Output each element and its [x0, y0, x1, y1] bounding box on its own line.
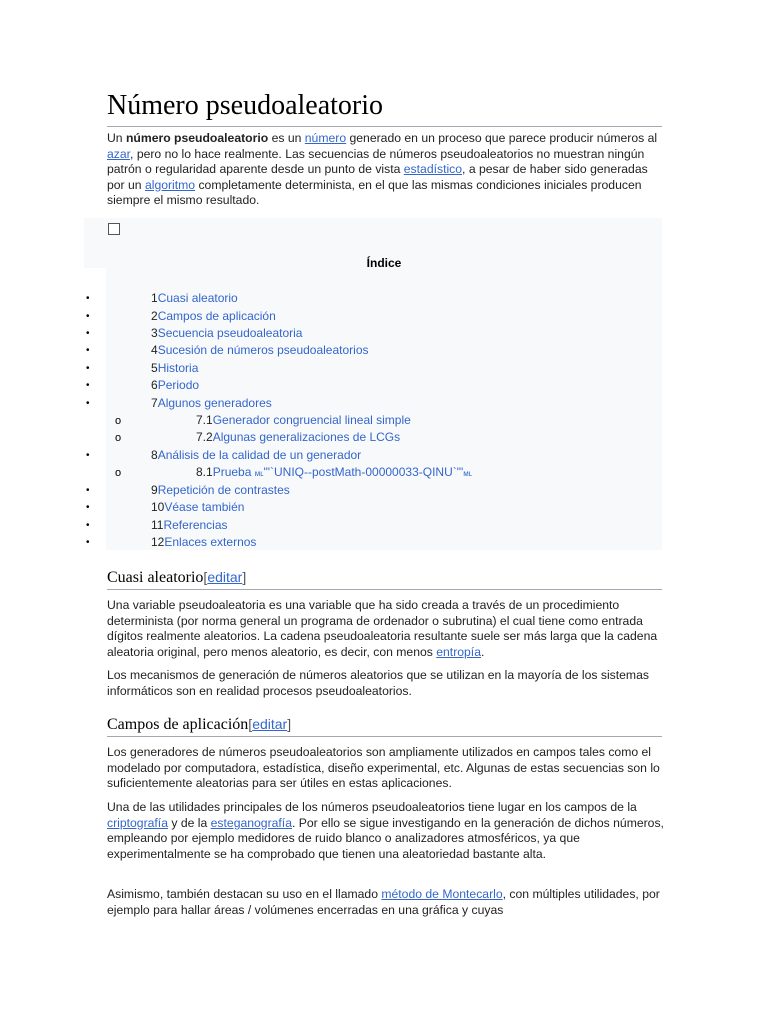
toc-number: 7.1	[196, 413, 213, 427]
paragraph	[107, 598, 667, 660]
section-heading-text: Cuasi aleatorio	[107, 569, 204, 586]
toc-link-8-1[interactable]	[196, 464, 472, 482]
toc-link-1[interactable]	[151, 290, 238, 307]
toc-number: 8	[151, 448, 158, 462]
toc-label[interactable]: Historia	[157, 361, 199, 375]
intro-text: Un	[107, 131, 126, 145]
edit-link[interactable]: editar	[252, 716, 288, 732]
toc-sub-marker: o	[115, 415, 122, 427]
edit-bracket: ]	[242, 569, 247, 585]
toc-number: 6	[151, 378, 158, 392]
toc-label[interactable]: Prueba	[212, 465, 255, 479]
toc-bullet: •	[86, 345, 90, 356]
edit-section-link	[248, 716, 291, 732]
toc-bullet: •	[86, 328, 90, 339]
paragraph	[107, 800, 667, 862]
toc-link-12[interactable]	[151, 534, 256, 551]
toc-number: 12	[151, 535, 165, 549]
paragraph-text: y de la	[167, 815, 211, 830]
toc-label[interactable]: Periodo	[157, 378, 200, 392]
toc-bullet: •	[86, 363, 90, 374]
math-placeholder-glyph: ᴍʟ	[463, 469, 473, 478]
toc-number: 9	[151, 483, 158, 497]
toc-link-9[interactable]	[151, 482, 290, 499]
paragraph-text: . Por ello se sigue investigando en la generación de dichos números, empleando por ejemplo medidores de ruido blanco o analizadores atmosféricos, ya que experimentalmente se ha comprobado que tienen una aleatoriedad bastante alta.	[107, 815, 664, 861]
toc-link-4[interactable]	[151, 342, 369, 359]
toc-link-3[interactable]	[151, 325, 302, 342]
intro-paragraph	[107, 131, 667, 209]
toc-label[interactable]: Cuasi aleatorio	[157, 291, 238, 305]
toc-link-7-2[interactable]	[196, 429, 400, 446]
toc-bullet: •	[86, 380, 90, 391]
toc-link-5[interactable]	[151, 360, 198, 377]
toc-link-2[interactable]	[151, 308, 276, 325]
toc-sub-marker: o	[115, 432, 122, 444]
toc-label[interactable]: Generador congruencial lineal simple	[212, 413, 411, 427]
toc-number: 8.1	[196, 465, 213, 479]
toc-label[interactable]: Campos de aplicación	[157, 309, 276, 323]
paragraph-text: , con múltiples utilidades, por ejemplo para hallar áreas / volúmenes encerradas en una gráfica y cuyas	[107, 887, 660, 917]
intro-text: , pero no lo hace realmente. Las secuencias de números pseudoaleatorios no muestran ningún patrón o regularidad aparente desde un punto de vista	[107, 146, 645, 176]
toc-title: Índice	[366, 256, 402, 270]
toc-link-8[interactable]	[151, 447, 361, 464]
toc-toggle-checkbox[interactable]	[108, 223, 120, 235]
math-placeholder-text: '"`UNIQ--postMath-00000033-QINU`"'	[263, 465, 464, 479]
toc-label[interactable]: Secuencia pseudoaleatoria	[157, 326, 303, 340]
toc-number: 10	[151, 500, 165, 514]
toc-number: 4	[151, 343, 158, 357]
toc-number: 11	[151, 518, 164, 532]
edit-bracket: [	[203, 569, 208, 585]
toc-link-10[interactable]	[151, 499, 244, 516]
toc-link-7-1[interactable]	[196, 412, 411, 429]
link-metodo-de-montecarlo[interactable]: método de Montecarlo	[381, 887, 503, 901]
toc-number: 5	[151, 361, 158, 375]
toc-label[interactable]: Análisis de la calidad de un generador	[157, 448, 362, 462]
intro-text: completamente determinista, en el que las mismas condiciones iniciales producen siempre el mismo resultado.	[107, 177, 642, 207]
toc-bullet: •	[86, 398, 90, 409]
toc-label[interactable]: Algunas generalizaciones de LCGs	[212, 430, 401, 444]
toc-label[interactable]: Enlaces externos	[164, 535, 257, 549]
toc-number: 3	[151, 326, 158, 340]
toc-link-11[interactable]	[151, 517, 228, 534]
toc-bullet: •	[86, 311, 90, 322]
paragraph: Los generadores de números pseudoaleatorios son ampliamente utilizados en campos tales como el modelado por computadora, estadística, diseño experimental, etc. Algunas de estas secuencias son lo suficientemente aleatorias para ser útiles en estas aplicaciones.	[107, 745, 660, 790]
paragraph-text: Una variable pseudoaleatoria es una variable que ha sido creada a través de un procedimiento determinista (por norma general un programa de ordenador o subrutina) el cual tiene como entrada dígitos realmente aleatorios. La cadena pseudoaleatoria resultante suele ser más larga que la cadena aleatoria original, pero menos aleatorio, es decir, con menos	[107, 598, 658, 659]
toc-bullet: •	[86, 450, 90, 461]
link-criptografia[interactable]: criptografía	[107, 815, 168, 830]
toc-link-7[interactable]	[151, 395, 272, 412]
link-entropia[interactable]: entropía	[436, 644, 481, 659]
paragraph: Los mecanismos de generación de números aleatorios que se utilizan en la mayoría de los sistemas informáticos son en realidad procesos pseudoaleatorios.	[107, 668, 649, 698]
toc-label[interactable]: Sucesión de números pseudoaleatorios	[157, 343, 369, 357]
link-esteganografia[interactable]: esteganografía	[210, 815, 292, 830]
link-algoritmo[interactable]: algoritmo	[144, 177, 196, 192]
intro-bold-term: número pseudoaleatorio	[125, 131, 269, 145]
edit-bracket: ]	[287, 716, 292, 732]
toc-number: 7.2	[196, 430, 213, 444]
toc-bullet: •	[86, 485, 90, 496]
toc-bullet: •	[86, 537, 90, 548]
paragraph-text: Una de las utilidades principales de los números pseudoaleatorios tiene lugar en los campos de la	[107, 800, 637, 814]
math-placeholder-glyph: ᴍʟ	[254, 469, 264, 478]
toc-label[interactable]: Referencias	[163, 518, 228, 532]
link-azar[interactable]: azar	[107, 146, 131, 161]
section-heading-text: Campos de aplicación	[107, 716, 249, 733]
link-numero[interactable]: número	[304, 131, 347, 145]
toc-bullet: •	[86, 502, 90, 513]
toc-bullet: •	[86, 520, 90, 531]
toc-link-6[interactable]	[151, 377, 199, 394]
section-heading-campos-de-aplicacion	[107, 714, 662, 737]
edit-link[interactable]: editar	[207, 569, 243, 585]
intro-text: , a pesar de haber sido generadas por un	[107, 162, 648, 192]
edit-bracket: [	[248, 716, 253, 732]
edit-section-link	[203, 569, 246, 585]
toc-label[interactable]: Repetición de contrastes	[157, 483, 290, 497]
paragraph-text: .	[480, 644, 485, 659]
toc-number: 2	[151, 309, 158, 323]
page-title: Número pseudoaleatorio	[107, 88, 662, 127]
section-heading-cuasi-aleatorio	[107, 567, 662, 590]
link-estadistico[interactable]: estadístico	[403, 162, 463, 176]
toc-label[interactable]: Véase también	[164, 500, 245, 514]
toc-label[interactable]: Algunos generadores	[157, 396, 272, 410]
toc-bullet: •	[86, 293, 90, 304]
toc-number: 7	[151, 396, 158, 410]
paragraph-text: Asimismo, también destacan su uso en el llamado	[107, 887, 382, 901]
toc-sub-marker: o	[115, 467, 122, 479]
toc-number: 1	[151, 291, 158, 305]
intro-text: es un	[268, 131, 305, 145]
intro-text: generado en un proceso que parece producir números al	[346, 131, 658, 145]
paragraph	[107, 887, 667, 918]
